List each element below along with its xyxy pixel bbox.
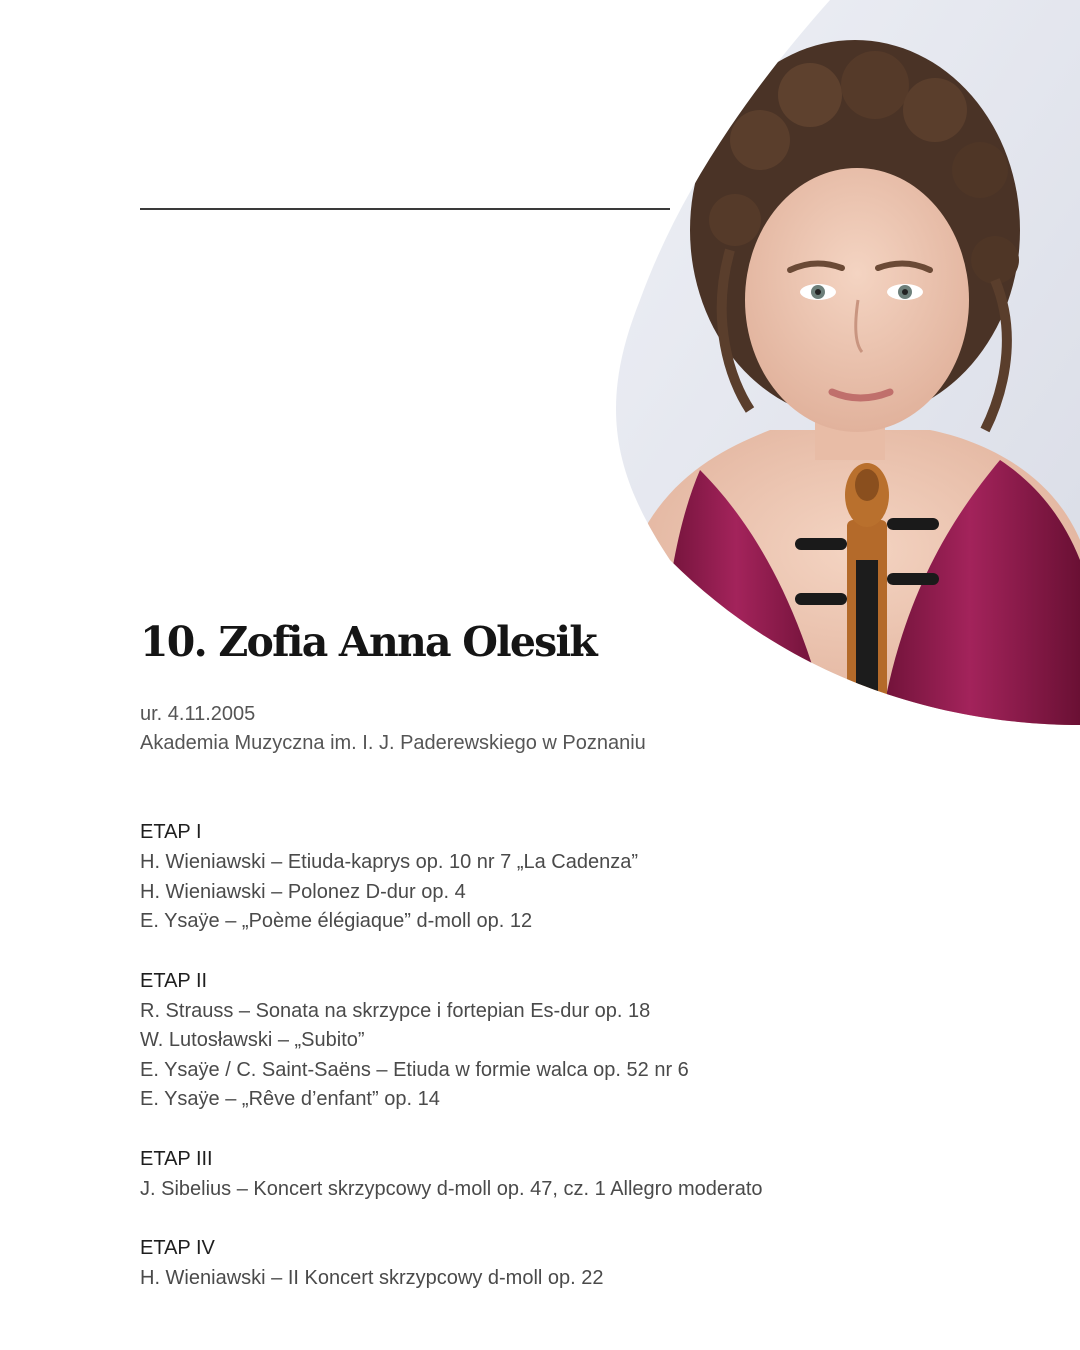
birth-date: ur. 4.11.2005 (140, 703, 256, 725)
stage-title: ETAP III (140, 1147, 213, 1170)
piece-item: W. Lutosławski – „Subito” (140, 1029, 365, 1051)
piece-item: H. Wieniawski – Etiuda-kaprys op. 10 nr 7 „La Cadenza” (140, 851, 639, 873)
stage-1 (140, 818, 1040, 937)
stage-title: ETAP II (140, 969, 208, 992)
performer-photo (600, 0, 1080, 730)
stage-2 (140, 967, 1040, 1115)
piece-item: R. Strauss – Sonata na skrzypce i fortepian Es-dur op. 18 (140, 999, 651, 1022)
stage-4 (140, 1234, 1040, 1294)
divider-line (140, 208, 670, 210)
stage-title: ETAP IV (140, 1237, 215, 1259)
performer-name: 10. Zofia Anna Olesik (140, 618, 596, 666)
school-name: Akademia Muzyczna im. I. J. Paderewskiego w Poznaniu (140, 732, 646, 754)
stage-title: ETAP I (140, 821, 202, 843)
piece-item: H. Wieniawski – Polonez D-dur op. 4 (140, 880, 466, 903)
piece-item: E. Ysaÿe / C. Saint-Saëns – Etiuda w formie walca op. 52 nr 6 (140, 1058, 689, 1081)
stage-3 (140, 1145, 1040, 1205)
piece-item: E. Ysaÿe – „Rêve d’enfant” op. 14 (140, 1088, 440, 1110)
performer-bio (140, 700, 646, 758)
piece-item: E. Ysaÿe – „Poème élégiaque” d-moll op. 12 (140, 910, 533, 932)
piece-item: J. Sibelius – Koncert skrzypcowy d-moll op. 47, cz. 1 Allegro moderato (140, 1177, 763, 1200)
repertoire-program (140, 818, 1040, 1324)
piece-item: H. Wieniawski – II Koncert skrzypcowy d-moll op. 22 (140, 1267, 604, 1289)
